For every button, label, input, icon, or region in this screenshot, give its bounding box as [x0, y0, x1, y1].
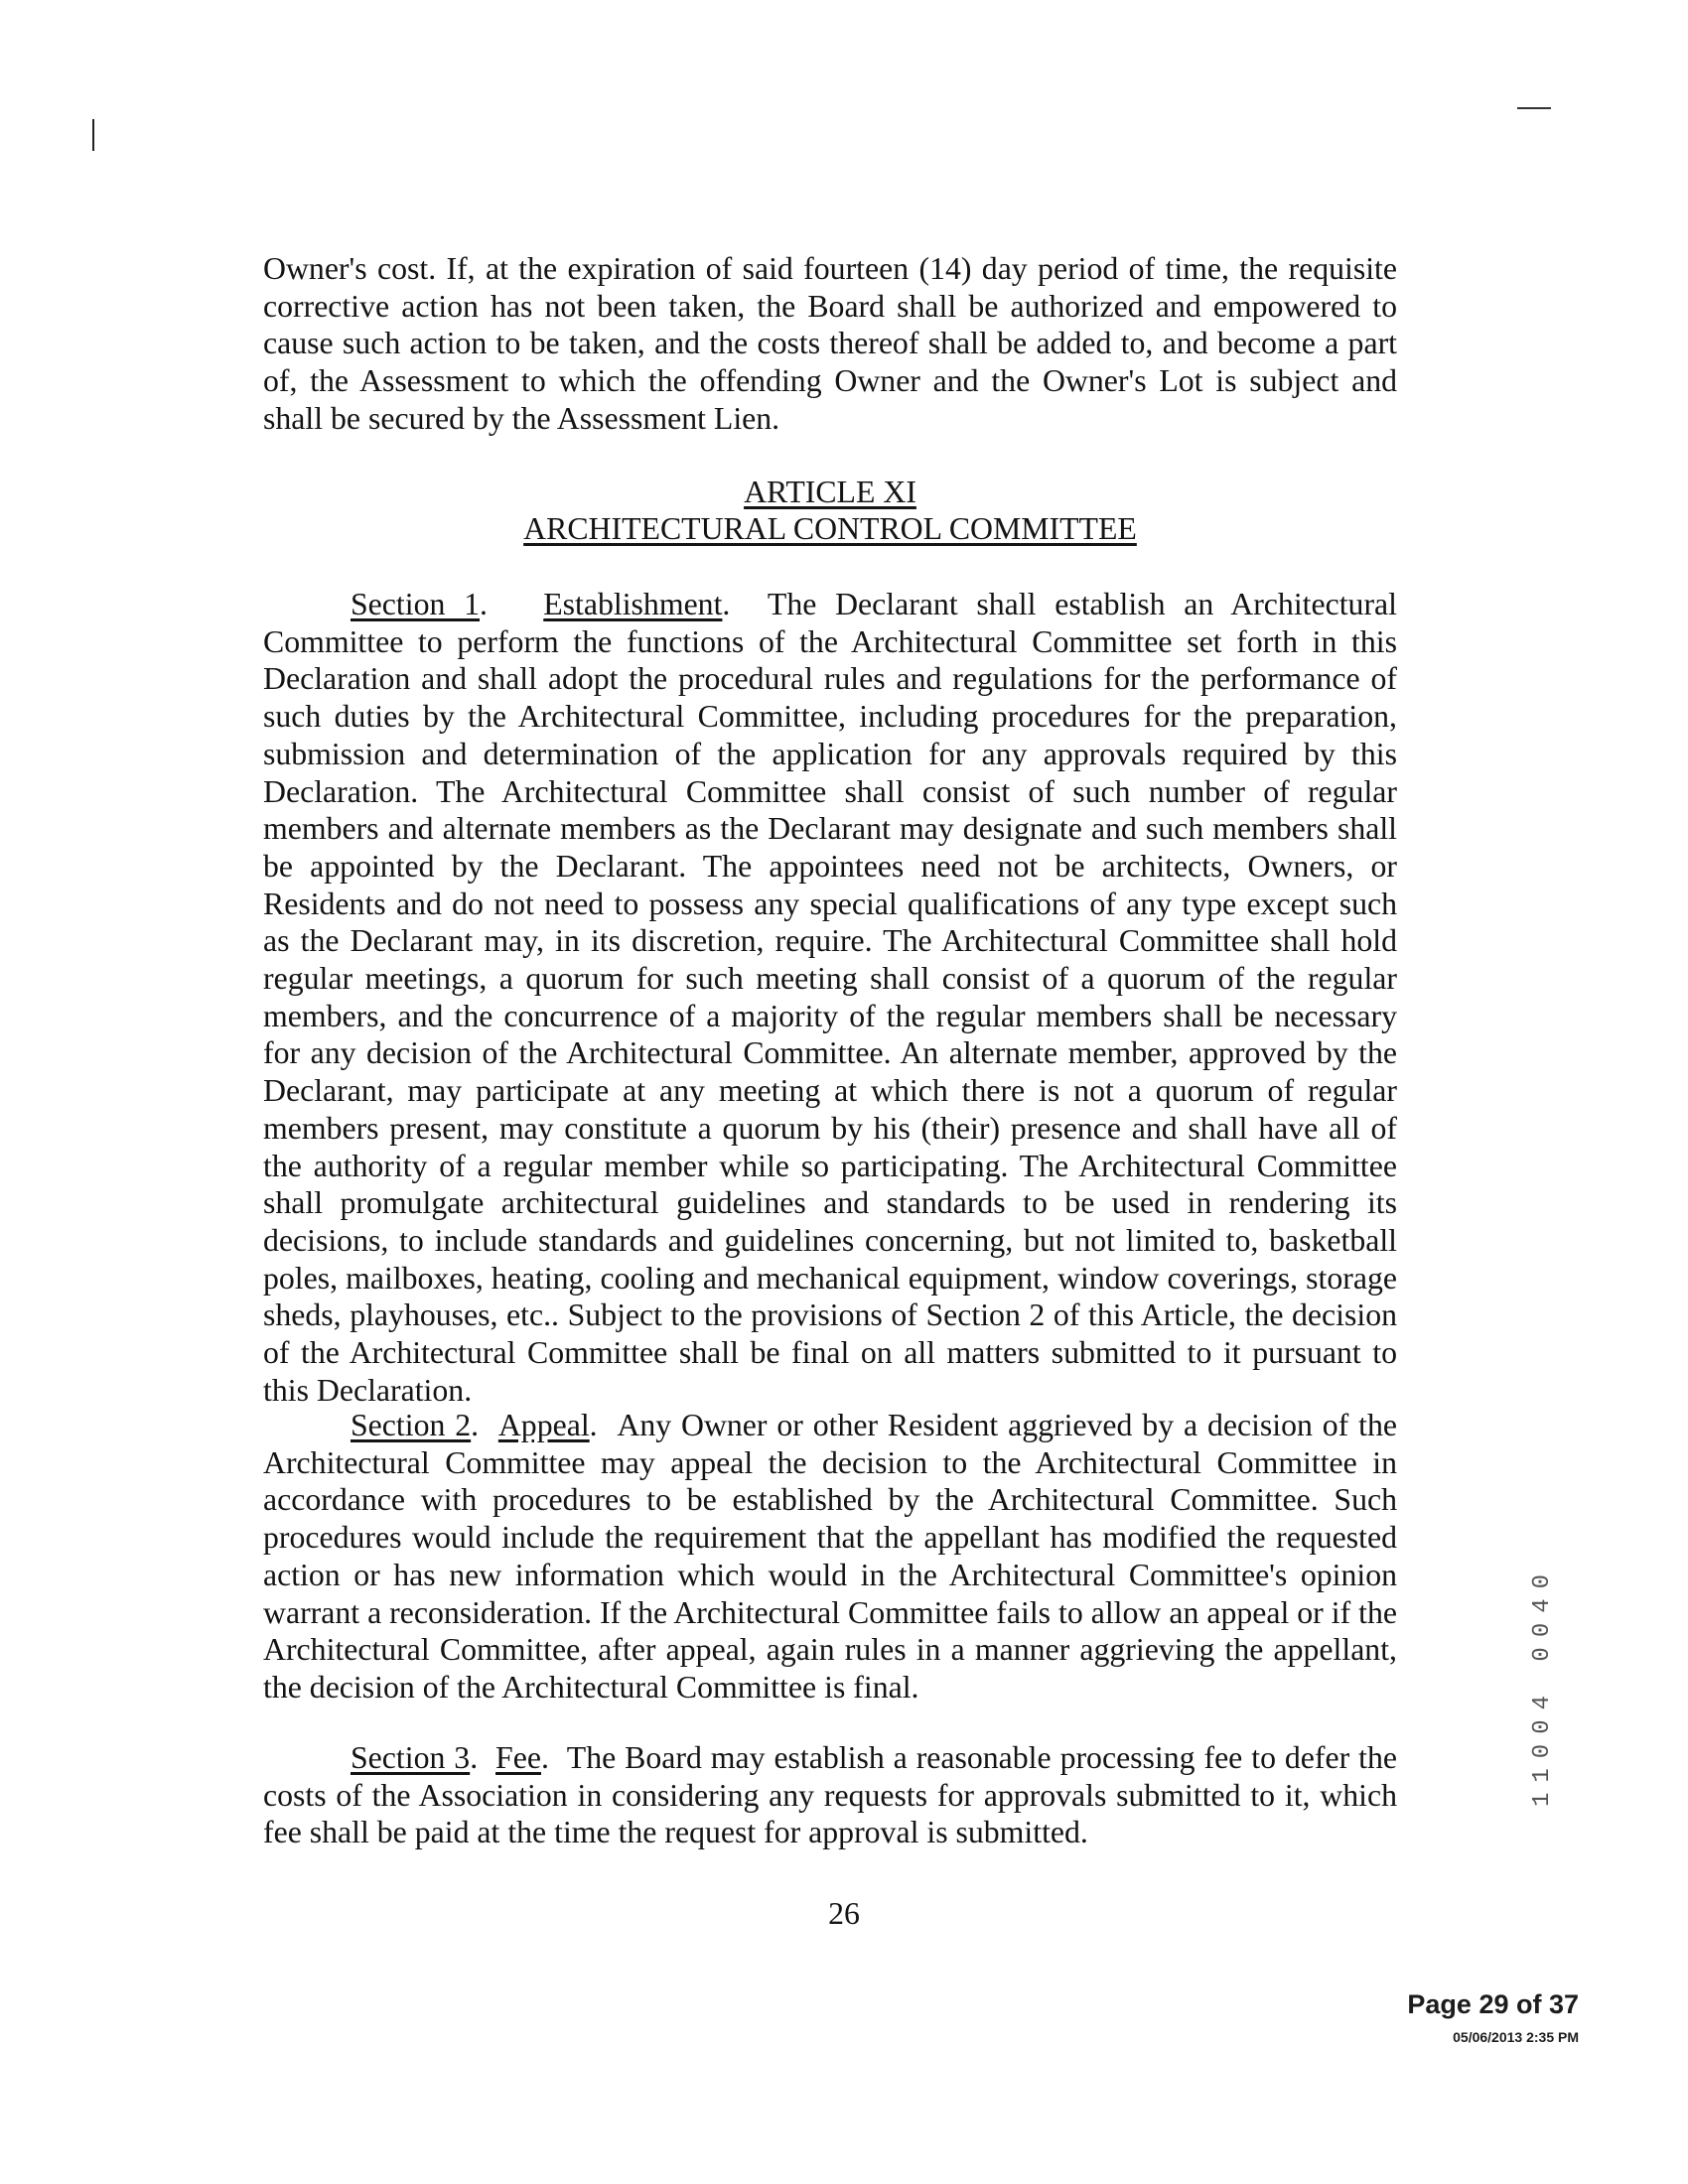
article-number: ARTICLE XI [744, 475, 916, 509]
page-number: 26 [828, 1896, 860, 1931]
section-1: Section 1. Establishment. The Declarant shall establish an Architectural Committee to perform the functions of the Architectural Committee set forth in this Declaration and shall adopt the procedural rules and regulations for the performance of such duties by the Architectural Committee, including procedures for the preparation, submission and determination of the application for any approvals required by this Declaration. The Architectural Committee shall consist of such number of regular members and alternate members as the Declarant may designate and such members shall be appointed by the Declarant. The appointees need not be architects, Owners, or Residents and do not need to possess any special qualifications of any type except such as the Declarant may, in its discretion, require. The Architectural Committee shall hold regular meetings, a quorum for such meeting shall consist of a quorum of the regular members, and the concurrence of a majority of the regular members shall be necessary for any decision of the Architectural Committee. An alternate member, approved by the Declarant, may participate at any meeting at which there is not a quorum of regular members present, may constitute a quorum by his (their) presence and shall have all of the authority of a regular member while so participating. The Architectural Committee shall promulgate architectural guidelines and standards to be used in rendering its decisions, to include standards and guidelines concerning, but not limited to, basketball poles, mailboxes, heating, cooling and mechanical equipment, window coverings, storage sheds, playhouses, etc.. Subject to the provisions of Section 2 of this Article, the decision of the Architectural Committee shall be final on all matters submitted to it pursuant to this Declaration. [263, 587, 1397, 1408]
recording-stamp-vertical: 11004 0040 [1529, 1564, 1556, 1807]
section-body: The Board may establish a reasonable processing fee to defer the costs of the Association in considering any requests for approvals submitted to it, which fee shall be paid at the time the request for approval is submitted. [263, 1740, 1397, 1850]
section-3: Section 3. Fee. The Board may establish a reasonable processing fee to defer the costs of the Association in considering any requests for approvals submitted to it, which fee shall be paid at the time the request for approval is submitted. [263, 1740, 1397, 1850]
datetime-stamp: 05/06/2013 2:35 PM [1453, 2029, 1579, 2045]
section-heading: Fee [495, 1740, 541, 1775]
section-body: The Declarant shall establish an Architectural Committee to perform the functions of the Architectural Committee set forth in this Declaration and shall adopt the procedural rules and regulations for the performance of such duties by the Architectural Committee, including procedures for the preparation, submission and determination of the application for any approvals required by this Declaration. The Architectural Committee shall consist of such number of regular members and alternate members as the Declarant may designate and such members shall be appointed by the Declarant. The appointees need not be architects, Owners, or Residents and do not need to possess any special qualifications of any type except such as the Declarant may, in its discretion, require. The Architectural Committee shall hold regular meetings, a quorum for such meeting shall consist of a quorum of the regular members, and the concurrence of a majority of the regular members shall be necessary for any decision of the Architectural Committee. An alternate member, approved by the Declarant, may participate at any meeting at which there is not a quorum of regular members present, may constitute a quorum by his (their) presence and shall have all of the authority of a regular member while so participating. The Architectural Committee shall promulgate architectural guidelines and standards to be used in rendering its decisions, to include standards and guidelines concerning, but not limited to, basketball poles, mailboxes, heating, cooling and mechanical equipment, window coverings, storage sheds, playhouses, etc.. Subject to the provisions of Section 2 of this Article, the decision of the Architectural Committee shall be final on all matters submitted to it pursuant to this Declaration. [263, 587, 1397, 1408]
carryover-paragraph: Owner's cost. If, at the expiration of said fourteen (14) day period of time, the requisite corrective action has not been taken, the Board shall be authorized and empowered to cause such action to be taken, and the costs thereof shall be added to, and become a part of, the Assessment to which the offending Owner and the Owner's Lot is subject and shall be secured by the Assessment Lien. [263, 251, 1397, 436]
section-body: Any Owner or other Resident aggrieved by a decision of the Architectural Committee may appeal the decision to the Architectural Committee in accordance with procedures to be established by the Architectural Committee. Such procedures would include the requirement that the appellant has modified the requested action or has new information which would in the Architectural Committee's opinion warrant a reconsideration. If the Architectural Committee fails to allow an appeal or if the Architectural Committee, after appeal, again rules in a manner aggrieving the appellant, the decision of the Architectural Committee is final. [263, 1408, 1397, 1705]
page-count-stamp: Page 29 of 37 [1407, 1989, 1579, 2019]
article-heading [263, 474, 1397, 547]
section-heading: Appeal [497, 1408, 590, 1442]
section-heading: Establishment [543, 587, 723, 621]
scan-mark [1517, 107, 1551, 109]
section-label: Section 2 [351, 1408, 472, 1442]
section-label: Section 1 [351, 587, 481, 621]
article-title: ARCHITECTURAL CONTROL COMMITTEE [523, 511, 1137, 546]
scan-mark [92, 119, 94, 151]
section-2: Section 2. Appeal. Any Owner or other Resident aggrieved by a decision of the Architectural Committee may appeal the decision to the Architectural Committee in accordance with procedures to be established by the Architectural Committee. Such procedures would include the requirement that the appellant has modified the requested action or has new information which would in the Architectural Committee's opinion warrant a reconsideration. If the Architectural Committee fails to allow an appeal or if the Architectural Committee, after appeal, again rules in a manner aggrieving the appellant, the decision of the Architectural Committee is final. [263, 1408, 1397, 1705]
section-label: Section 3 [351, 1740, 471, 1775]
